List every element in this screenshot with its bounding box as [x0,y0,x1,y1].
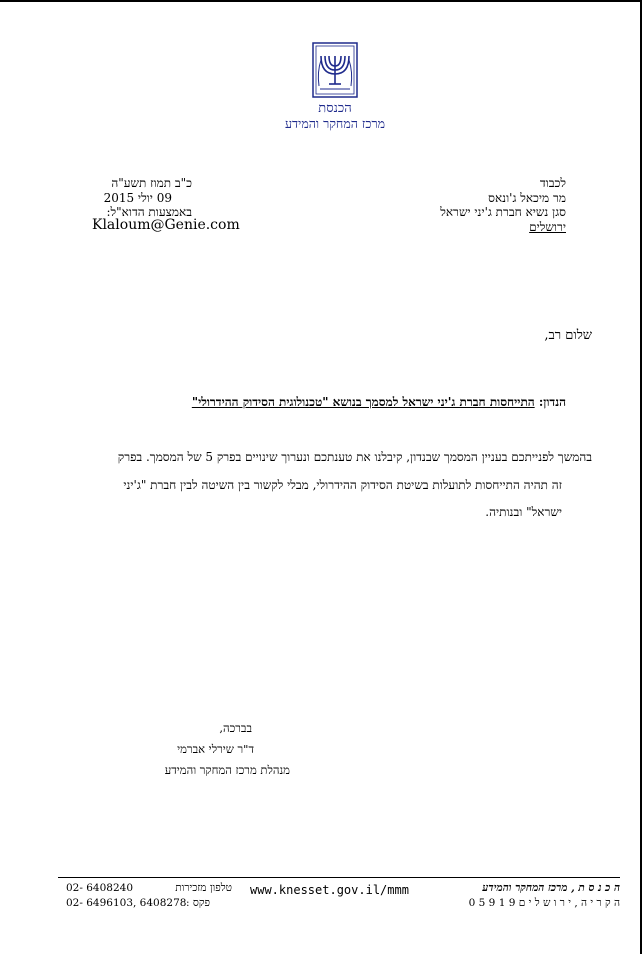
subject-line [192,395,566,410]
closing: בברכה, [219,721,252,735]
email-address[interactable]: Klaloum@Genie.com [92,217,240,233]
recipient-salutation: לכבוד [539,176,566,190]
signer-name: ד"ר שירלי אברמי [177,742,254,756]
recipient-name: מר מיכאל ג'ונאס [488,191,566,205]
subject-text: התייחסות חברת ג'יני ישראל למסמך בנושא "טכנולוגית הסידוק ההידרולי" [191,395,535,409]
subject-label: הנדון: [538,395,566,409]
top-border [0,0,640,2]
recipient-city: ירושלים [529,220,566,234]
footer-phone: 02- 6408240 [66,882,134,894]
greeting: שלום רב, [544,328,592,343]
footer-phone-label: טלפון מזכירות [175,882,232,894]
recipient-title: סגן נשיא חברת ג'יני ישראל [440,205,566,219]
footer-fax-label: פקס : [186,897,210,909]
signer-role: מנהלת מרכז המחקר והמידע [164,763,290,777]
org-name: הכנסת [318,101,352,116]
department-name: מרכז המחקר והמידע [284,116,386,131]
right-border [640,0,642,954]
body-line-3: ישראל" ובנותיה. [485,505,562,519]
footer-website[interactable]: www.knesset.gov.il/mmm [250,883,409,897]
body-line-1: בהמשך לפנייתכם בעניין המסמך שבנדון, קיבלנו את טענתכם ונערוך שינויים בפרק 5 של המסמך. בפרק [117,450,592,464]
footer-address: ה ק ר י ה , י ר ו ש ל י ם 9 1 9 5 0 [468,897,620,909]
body-line-2: זה תהיה התייחסות לתועלות בשיטת הסידוק ההידרולי, מבלי לקשור בין השיטה לבין חברת "ג'יני [123,478,562,492]
footer-org: ה כ נ ס ת , מרכז המחקר והמידע [482,882,620,894]
footer-divider [58,877,620,878]
via-email-label: באמצעות הדוא"ל: [106,205,192,219]
hebrew-date: כ"ב תמוז תשע"ה [111,176,192,190]
letter-date: 09 יולי 2015 [103,191,172,205]
footer-fax: 02- 6496103, 6408278 [66,897,187,909]
menorah-emblem-icon [312,42,358,98]
